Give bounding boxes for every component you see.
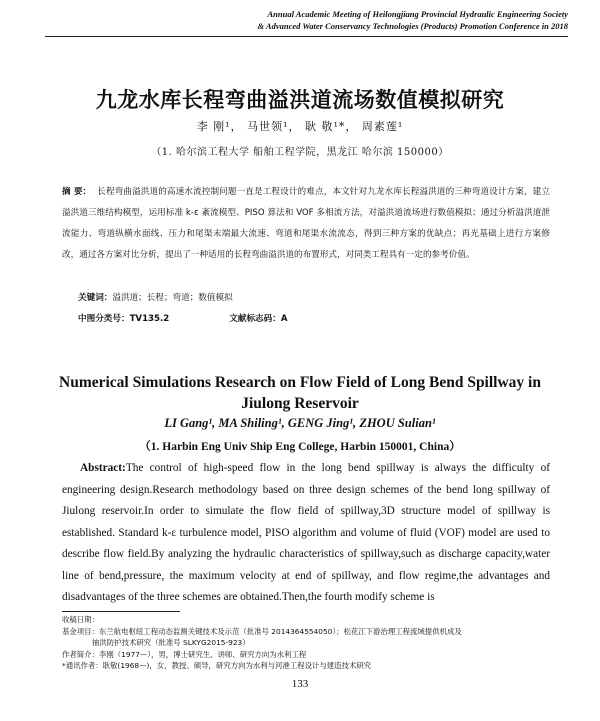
chinese-keywords-label: 关键词： [78, 293, 113, 303]
page-number: 133 [291, 678, 309, 690]
header-line-1: Annual Academic Meeting of Heilongjiang Provincial Hydraulic Engineering Society [267, 9, 568, 19]
footnote-funding: 基金项目：东兰航电枢纽工程动态监测关键技术及示范（批准号 2014364554050）；松花江下游治理工程流域提供机成及 [62, 626, 462, 636]
chinese-affiliation: （1. 哈尔滨工程大学 船舶工程学院，黑龙江 哈尔滨 150000） [151, 147, 449, 158]
english-abstract-text: The control of high-speed flow in the long bend spillway is always the difficulty of engineering design.Research methodology based on three design schemes of the bend long spillway of Jiulong reservoir.In order to simulate the flow field of spillway,3D structure model of spillway is established. Standard k-ε turbulence model, PISO algorithm and volume of fluid (VOF) model are used to describe flow field.By analyzing the hydraulic characteristics of spillway,such as discharge capacity,water line of bend,pressure, the maximum velocity at end of spillway, and flow regime,the advantages and disadvantages of the three schemes are obtained.Then,the fourth modify scheme is [62, 462, 550, 603]
classification-code: 中图分类号：TV135.2 [78, 314, 170, 324]
chinese-abstract-text: 长程弯曲溢洪道的高速水流控制问题一直是工程设计的难点，本文针对九龙水库长程溢洪道的三种弯道设计方案，建立溢洪道三维结构模型，运用标准 k-ε 紊流模型、PISO 算法和 VOF 多相流方法，对溢洪道流场进行数值模拟；通过分析溢洪道泄流能力、弯道纵横水面线、压力和尾渠末端最大流速、弯道和尾渠水流流态，得到三种方案的优缺点；再光基础上进行方案修改，通过各方案对比分析，提出了一种适用的长程弯曲溢洪道的布置形式，对同类工程具有一定的参考价值。 [62, 187, 550, 260]
footnote-funding-cont: 抽洪防护技术研究（批准号 SLKYG2015-923） [92, 638, 250, 647]
english-title: Numerical Simulations Research on Flow Field of Long Bend Spillway in Jiulong Reservoir [59, 374, 541, 412]
header-rule [45, 36, 568, 37]
chinese-abstract-label: 摘 要： [62, 187, 92, 197]
english-affiliation: （1. Harbin Eng Univ Ship Eng College, Harbin 150001, China） [139, 441, 461, 453]
chinese-title: 九龙水库长程弯曲溢洪道流场数值模拟研究 [95, 87, 505, 112]
footnote-rule [62, 611, 180, 612]
english-abstract-label: Abstract: [80, 462, 126, 474]
document-code: 文献标志码：A [229, 314, 288, 324]
classification-line [78, 312, 287, 324]
running-header [148, 8, 568, 32]
chinese-keywords-text: 溢洪道；长程；弯道；数值模拟 [112, 293, 233, 303]
footnotes [62, 614, 550, 672]
footnote-received: 收稿日期： [62, 615, 99, 624]
footnote-author-bio: 作者简介：李刚（1977—），男，博士研究生、讲师、研究方向为水利工程 [62, 649, 307, 659]
chinese-keywords [78, 291, 233, 303]
chinese-abstract [62, 182, 550, 266]
header-line-2: & Advanced Water Conservancy Technologies (Products) Promotion Conference in 2018 [257, 21, 568, 31]
chinese-authors: 李 刚¹， 马世领¹， 耿 敬¹*， 周素莲¹ [196, 120, 404, 133]
footnote-corresponding: *通讯作者：耿敬(1968—)，女，教授、硕导，研究方向为水利与河港工程设计与建造技术研究 [62, 661, 372, 670]
english-authors-last: ZHOU Sulian¹ [359, 416, 436, 430]
english-authors-italic: LI Gang¹, MA Shiling¹, GENG Jing¹, [164, 416, 360, 430]
english-abstract [62, 458, 550, 609]
english-authors [0, 416, 600, 431]
